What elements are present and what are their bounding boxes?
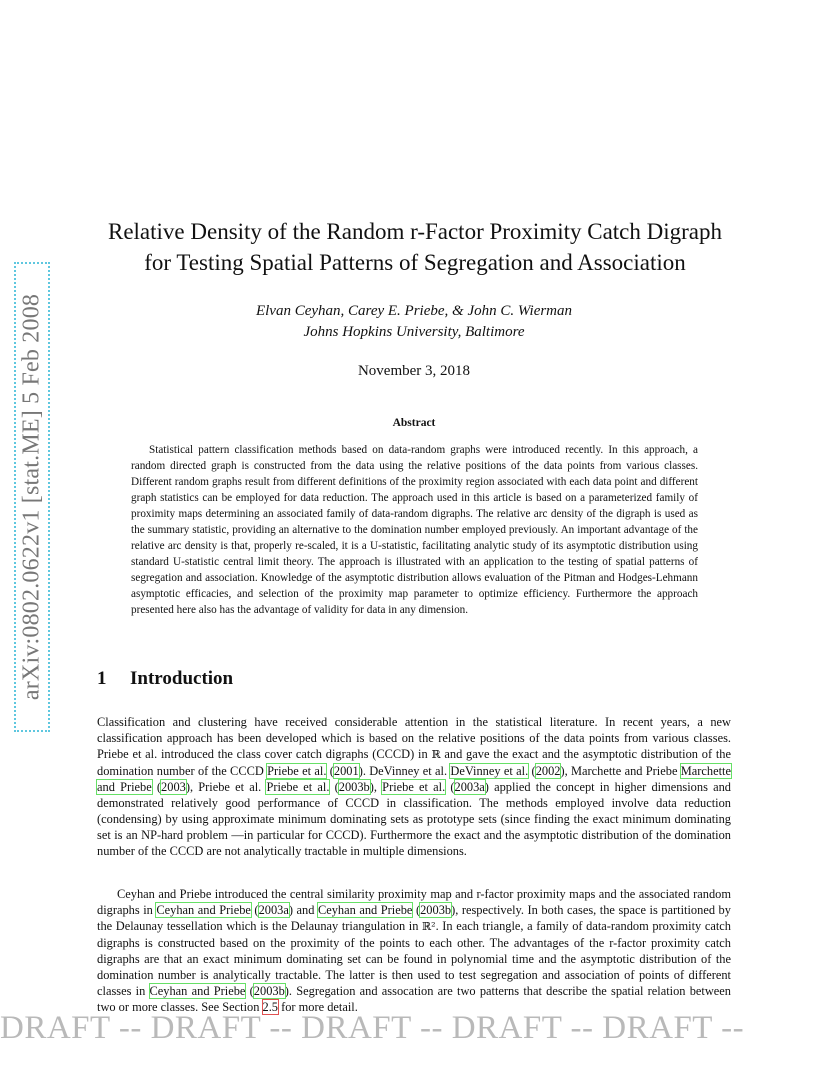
title-line-1: Relative Density of the Random r-Factor Proximity Catch Digraph [107,219,723,244]
abstract-heading: Abstract [392,417,436,429]
abstract-text: Statistical pattern classification methods based on data-random graphs were introduced recently. In this approach, a random directed graph is constructed from the data using the relative positions of the data points from various classes. Different random graphs result from different definitions of the proximity region associated with each data point and different graph statistics can be employed for data reduction. The approach used in this article is based on a parameterized family of proximity maps determining an associated family of data-random digraphs. The relative arc density of the digraph is used as the summary statistic, providing an alternative to the domination number employed previously. An important advantage of the relative arc density is that, properly re-scaled, it is a U-statistic, facilitating analytic study of its asymptotic distribution using standard U-statistic central limit theory. The approach is illustrated with an application to the testing of spatial patterns of segregation and association. Knowledge of the asymptotic distribution allows evaluation of the Pitman and Hodges-Lehmann asymptotic efficacies, and selection of the proximity map parameter to optimize efficiency. Furthermore the approach presented here also has the advantage of validity for data in any dimension. [131,444,698,616]
section-heading-introduction [97,668,233,690]
author-block [60,301,768,343]
author-affiliation: Johns Hopkins University, Baltimore [303,324,525,340]
citation-link[interactable]: Ceyhan and Priebe [149,984,246,998]
text-run: ), [369,780,383,794]
section-title: Introduction [130,668,234,689]
citation-year-link[interactable]: 2003b [253,984,285,998]
arxiv-identifier-stamp[interactable] [14,262,50,732]
text-run: Classification and clustering have received considerable attention in the statistical literature. In recent years, a new classification approach has been developed which is based on the relative positions of the data points from various classes. Priebe et al. introduced the class cover catch digraphs (CCCD) in [97,715,731,761]
reals-squared-symbol: ℝ² [422,920,436,933]
citation-year-link[interactable]: 2003b [420,903,452,917]
citation-link[interactable]: Priebe et al. [267,764,327,778]
text-run: ) applied the concept in higher dimensions and demonstrated relatively good performance of CCCD in classification. The methods employed involve data reduction (condensing) by using approximate minimum dominating sets as prototype sets (since finding the exact minimum dominating set is an NP-hard problem —in particular for CCCD). Furthermore the exact and the asymptotic distribution of the domination number of the CCCD are not analytically tractable in multiple dimensions. [97,780,731,858]
introduction-paragraph-2: Ceyhan and Priebe introduced the central similarity proximity map and r-factor proximity maps and the associated random digraphs in Ceyhan and Priebe (2003a) and Ceyhan and Priebe (2003b), respectively. In both cases, the space is partitioned by the Delaunay tessellation which is the Delaunay triangulation in ℝ². In each triangle, a family of data-random proximity catch digraphs is constructed based on the proximity of the points to each other. The advantages of the r-factor proximity catch digraphs are that an exact minimum dominating set can be found in polynomial time and the asymptotic distribution of the domination number is analytically tractable. The latter is then used to test segregation and association of points of different classes in Ceyhan and Priebe (2003b). Segregation and assocation are two patterns that describe the spatial relation between two or more classes. See Section 2.5 for more detail. [97,887,731,1014]
text-run: and gave the exact and the asymptotic distribution of the domination number of the CCCD [97,747,731,778]
citation-link[interactable]: DeVinney et al. [450,764,529,778]
citation-year-link[interactable]: 2003 [161,780,186,794]
citation-year-link[interactable]: 2001 [333,764,359,778]
title-line-2: for Testing Spatial Patterns of Segregation and Association [144,250,686,275]
text-run: ) and [288,903,318,917]
citation-link[interactable]: Ceyhan and Priebe [156,903,251,917]
section-number: 1 [97,668,107,689]
citation-year-link[interactable]: 2003a [258,903,289,917]
author-names: Elvan Ceyhan, Carey E. Priebe, & John C. Wierman [255,303,573,319]
text-run: ), Marchette and Priebe [560,764,681,778]
draft-watermark: DRAFT -- DRAFT -- DRAFT -- DRAFT -- DRAFT -- [0,1010,745,1046]
citation-link[interactable]: Priebe et al. [382,780,446,794]
text-run: Ceyhan and Priebe introduced the central similarity proximity map and r-factor proximity maps and the associated random digraphs in [97,887,731,917]
text-run: for more detail. [278,1000,358,1014]
citation-link[interactable]: Marchette and Priebe [97,764,732,794]
citation-link[interactable]: Ceyhan and Priebe [317,903,413,917]
paper-title [70,216,760,278]
citation-year-link[interactable]: 2002 [535,764,561,778]
text-run: ). Segregation and assocation are two patterns that describe the spatial relation between two or more classes. See Section [97,984,731,1014]
citation-year-link[interactable]: 2003b [338,780,370,794]
text-run: . In each triangle, a family of data-random proximity catch digraphs is constructed based on the proximity of the points to each other. The advantages of the r-factor proximity catch digraphs are that an exact minimum dominating set can be found in polynomial time and the asymptotic distribution of the domination number is analytically tractable. The latter is then used to test segregation and association of points of different classes in [97,919,731,998]
section-reference-link[interactable]: 2.5 [262,1000,279,1014]
citation-link[interactable]: Priebe et al. [266,780,330,794]
text-run: ), Priebe et al. [185,780,267,794]
reals-symbol: ℝ [431,748,441,761]
introduction-paragraph-1: Classification and clustering have received considerable attention in the statistical literature. In recent years, a new classification approach has been developed which is based on the relative positions of the data points from various classes. Priebe et al. introduced the class cover catch digraphs (CCCD) in ℝ and gave the exact and the asymptotic distribution of the domination number of the CCCD Priebe et al. (2001). DeVinney et al. DeVinney et al. (2002), Marchette and Priebe Marchette and Priebe (2003), Priebe et al. Priebe et al. (2003b), Priebe et al. (2003a) applied the concept in higher dimensions and demonstrated relatively good performance of CCCD in classification. The methods employed involve data reduction (condensing) by using approximate minimum dominating sets as prototype sets (since finding the exact minimum dominating set is an NP-hard problem —in particular for CCCD). Furthermore the exact and the asymptotic distribution of the domination number of the CCCD are not analytically tractable in multiple dimensions. [97,715,732,858]
paper-date: November 3, 2018 [357,363,471,379]
text-run: ), respectively. In both cases, the space is partitioned by the Delaunay tessellation which is the Delaunay triangulation in [97,903,731,933]
citation-year-link[interactable]: 2003a [454,780,485,794]
arxiv-identifier-text: arXiv:0802.0622v1 [stat.ME] 5 Feb 2008 [18,293,45,701]
text-run: ). DeVinney et al. [358,764,451,778]
